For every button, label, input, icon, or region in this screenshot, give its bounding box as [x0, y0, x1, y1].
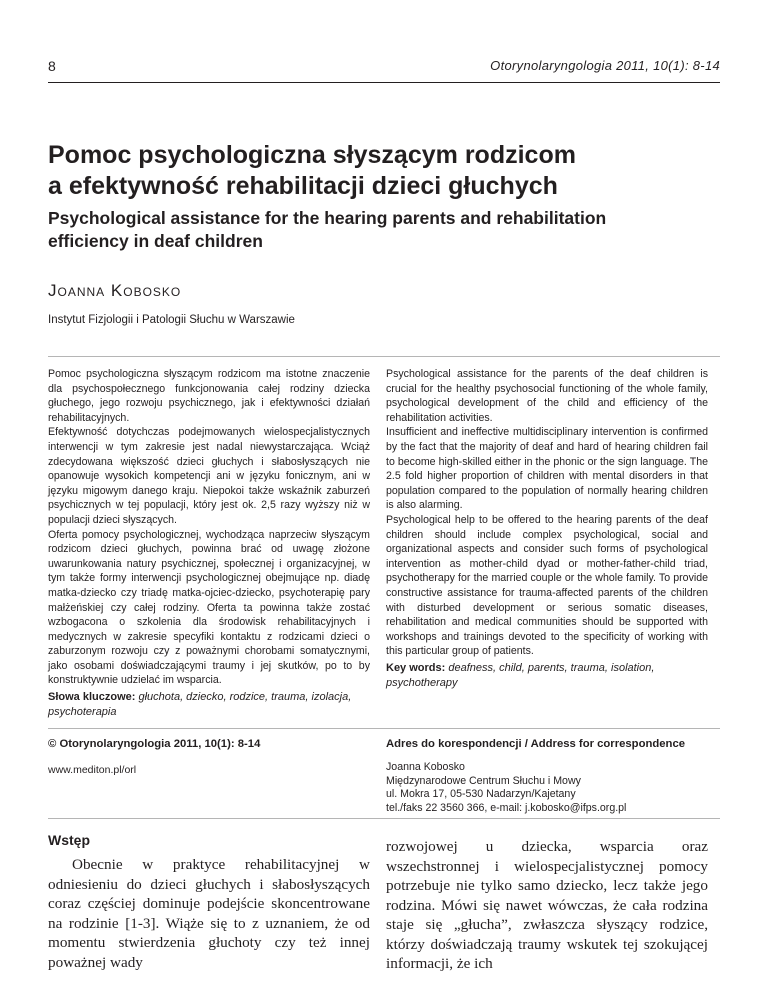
author-name: Joanna Kobosko: [48, 281, 182, 300]
keywords-polish-label: Słowa kluczowe:: [48, 691, 136, 703]
keywords-english-label: Key words:: [386, 662, 446, 674]
abstract-english: [386, 367, 708, 659]
body-text-right: rozwojowej u dziecka, wsparcia oraz wszechstronnej i wielospecjalistycznej pomocy potrzebuje nie tylko samo dziecko, lecz także jego rodzina. Mówi się nawet wówczas, że cała rodzina staje się „głucha”, zwłaszcza słyszący rodzice, którzy doświadczają traumy wskutek tej szokującej informacji, że ich: [386, 838, 708, 972]
abstract-top-rule: [48, 356, 720, 357]
section-heading: Wstęp: [48, 832, 90, 848]
title-english-line-2: efficiency in deaf children: [48, 231, 263, 251]
abstract-polish-paragraph: Oferta pomocy psychologicznej, wychodząca naprzeciw słyszącym rodzicom dzieci głuchych, powinna brać od uwagę złożone uwarunkowania natury psychicznej, społecznej i organizacyjnej, w tym także formy interwencji psychologicznej obejmujące np. diadę matka-dziecko czy triadę matka-ojciec-dziecko, psychoterapię pary małżeńskiej czy całej rodziny. Oferta ta powinna także zostać wzbogacona o szkolenia dla środowisk rehabilitacyjnych i medycznych w zakresie specyfiki kontaktu z rodzicami dzieci o zaburzonym rozwoju czy z poważnymi chorobami somatycznymi, jako osobami doświadczającymi traumy i jej skutków, po to by konstruktywnie udzielać im wsparcia.: [48, 528, 370, 687]
keywords-polish-list: głuchota, dziecko, rodzice, trauma, izolacja, psychoterapia: [48, 691, 352, 718]
address-line: Międzynarodowe Centrum Słuchu i Mowy: [386, 774, 581, 787]
header-rule: [48, 82, 720, 83]
address-line: ul. Mokra 17, 05-530 Nadarzyn/Kajetany: [386, 788, 576, 800]
correspondence-address: [386, 761, 626, 815]
abstract-polish: [48, 367, 370, 688]
abstract-english-paragraph: Psychological help to be offered to the hearing parents of the deaf children should include complex psychological, social and organizational aspects and consider such forms of psychological intervention as mother-child dyad or mother-father-child triad, psychotherapy for the married couple or the whole family. To provide constructive assistance for trauma-affected parents of the children with disturbed development or serious somatic diseases, rehabilitation and medical communities should be supported with workshops and trainings devoted to the specificity of working with this particular group of patients.: [386, 513, 708, 658]
page-number: 8: [48, 58, 56, 74]
title-polish-line-2: a efektywność rehabilitacji dzieci głuchych: [48, 172, 558, 200]
title-english: [48, 207, 728, 253]
footer-bottom-rule: [48, 818, 720, 819]
abstract-polish-paragraph: Pomoc psychologiczna słyszącym rodzicom ma istotne znaczenie dla psychospołecznego funkcjonowania całej rodziny dziecka głuchego, jego rozwoju psychicznego, jak i efektywności działań rehabilitacyjnych.: [48, 368, 370, 424]
title-polish: [48, 140, 728, 202]
address-line: Joanna Kobosko: [386, 761, 465, 773]
website-link[interactable]: www.mediton.pl/orl: [48, 764, 137, 776]
keywords-polish: [48, 690, 370, 720]
abstract-polish-paragraph: Efektywność dotychczas podejmowanych wielospecjalistycznych interwencji w tym zakresie jest nadal niewystarczająca. Wciąż zdecydowana większość dzieci głuchych i słabosłyszących nie opanowuje wysokich kompetencji ani w języku fonicznym, ani w języku migowym danego kraju. Niepokoi także wskaźnik zaburzeń psychicznych w tej populacji, który jest ok. 2,5 razy wyższy niż w populacji dzieci słyszących.: [48, 426, 370, 526]
body-text-left: Obecnie w praktyce rehabilitacyjnej w odniesieniu do dzieci głuchych i słabosłyszących coraz częściej dominuje podejście skoncentrowane na rodzinie [1-3]. Wiąże się to z uznaniem, że od momentu stwierdzenia głuchoty czy też innej poważnej wady: [48, 856, 370, 971]
correspondence-heading: Adres do korespondencji / Address for correspondence: [386, 738, 686, 750]
title-polish-line-1: Pomoc psychologiczna słyszącym rodzicom: [48, 141, 576, 169]
footer-top-rule: [48, 728, 720, 729]
title-english-line-1: Psychological assistance for the hearing parents and rehabilitation: [48, 208, 607, 228]
abstract-english-paragraph: Psychological assistance for the parents of the deaf children is crucial for the healthy psychosocial functioning of the whole family, psychological development of the child and efficiency of the rehabilitation activities.: [386, 368, 708, 424]
affiliation: Instytut Fizjologii i Patologii Słuchu w Warszawie: [48, 314, 295, 326]
keywords-english: [386, 661, 708, 691]
copyright-line: © Otorynolaryngologia 2011, 10(1): 8-14: [48, 738, 261, 750]
journal-header: Otorynolaryngologia 2011, 10(1): 8-14: [490, 58, 720, 73]
keywords-english-list: deafness, child, parents, trauma, isolation, psychotherapy: [386, 662, 655, 689]
abstract-english-paragraph: Insufficient and ineffective multidisciplinary intervention is confirmed by the fact that the majority of deaf and hard of hearing children fail to become high-skilled either in the phonic or the sign language. The 2.5 fold higher proportion of children with mental disorders in that population compared to the population of normally hearing children is also alarming.: [386, 426, 708, 512]
address-line[interactable]: tel./faks 22 3560 366, e-mail: j.kobosko@ifps.org.pl: [386, 801, 627, 814]
